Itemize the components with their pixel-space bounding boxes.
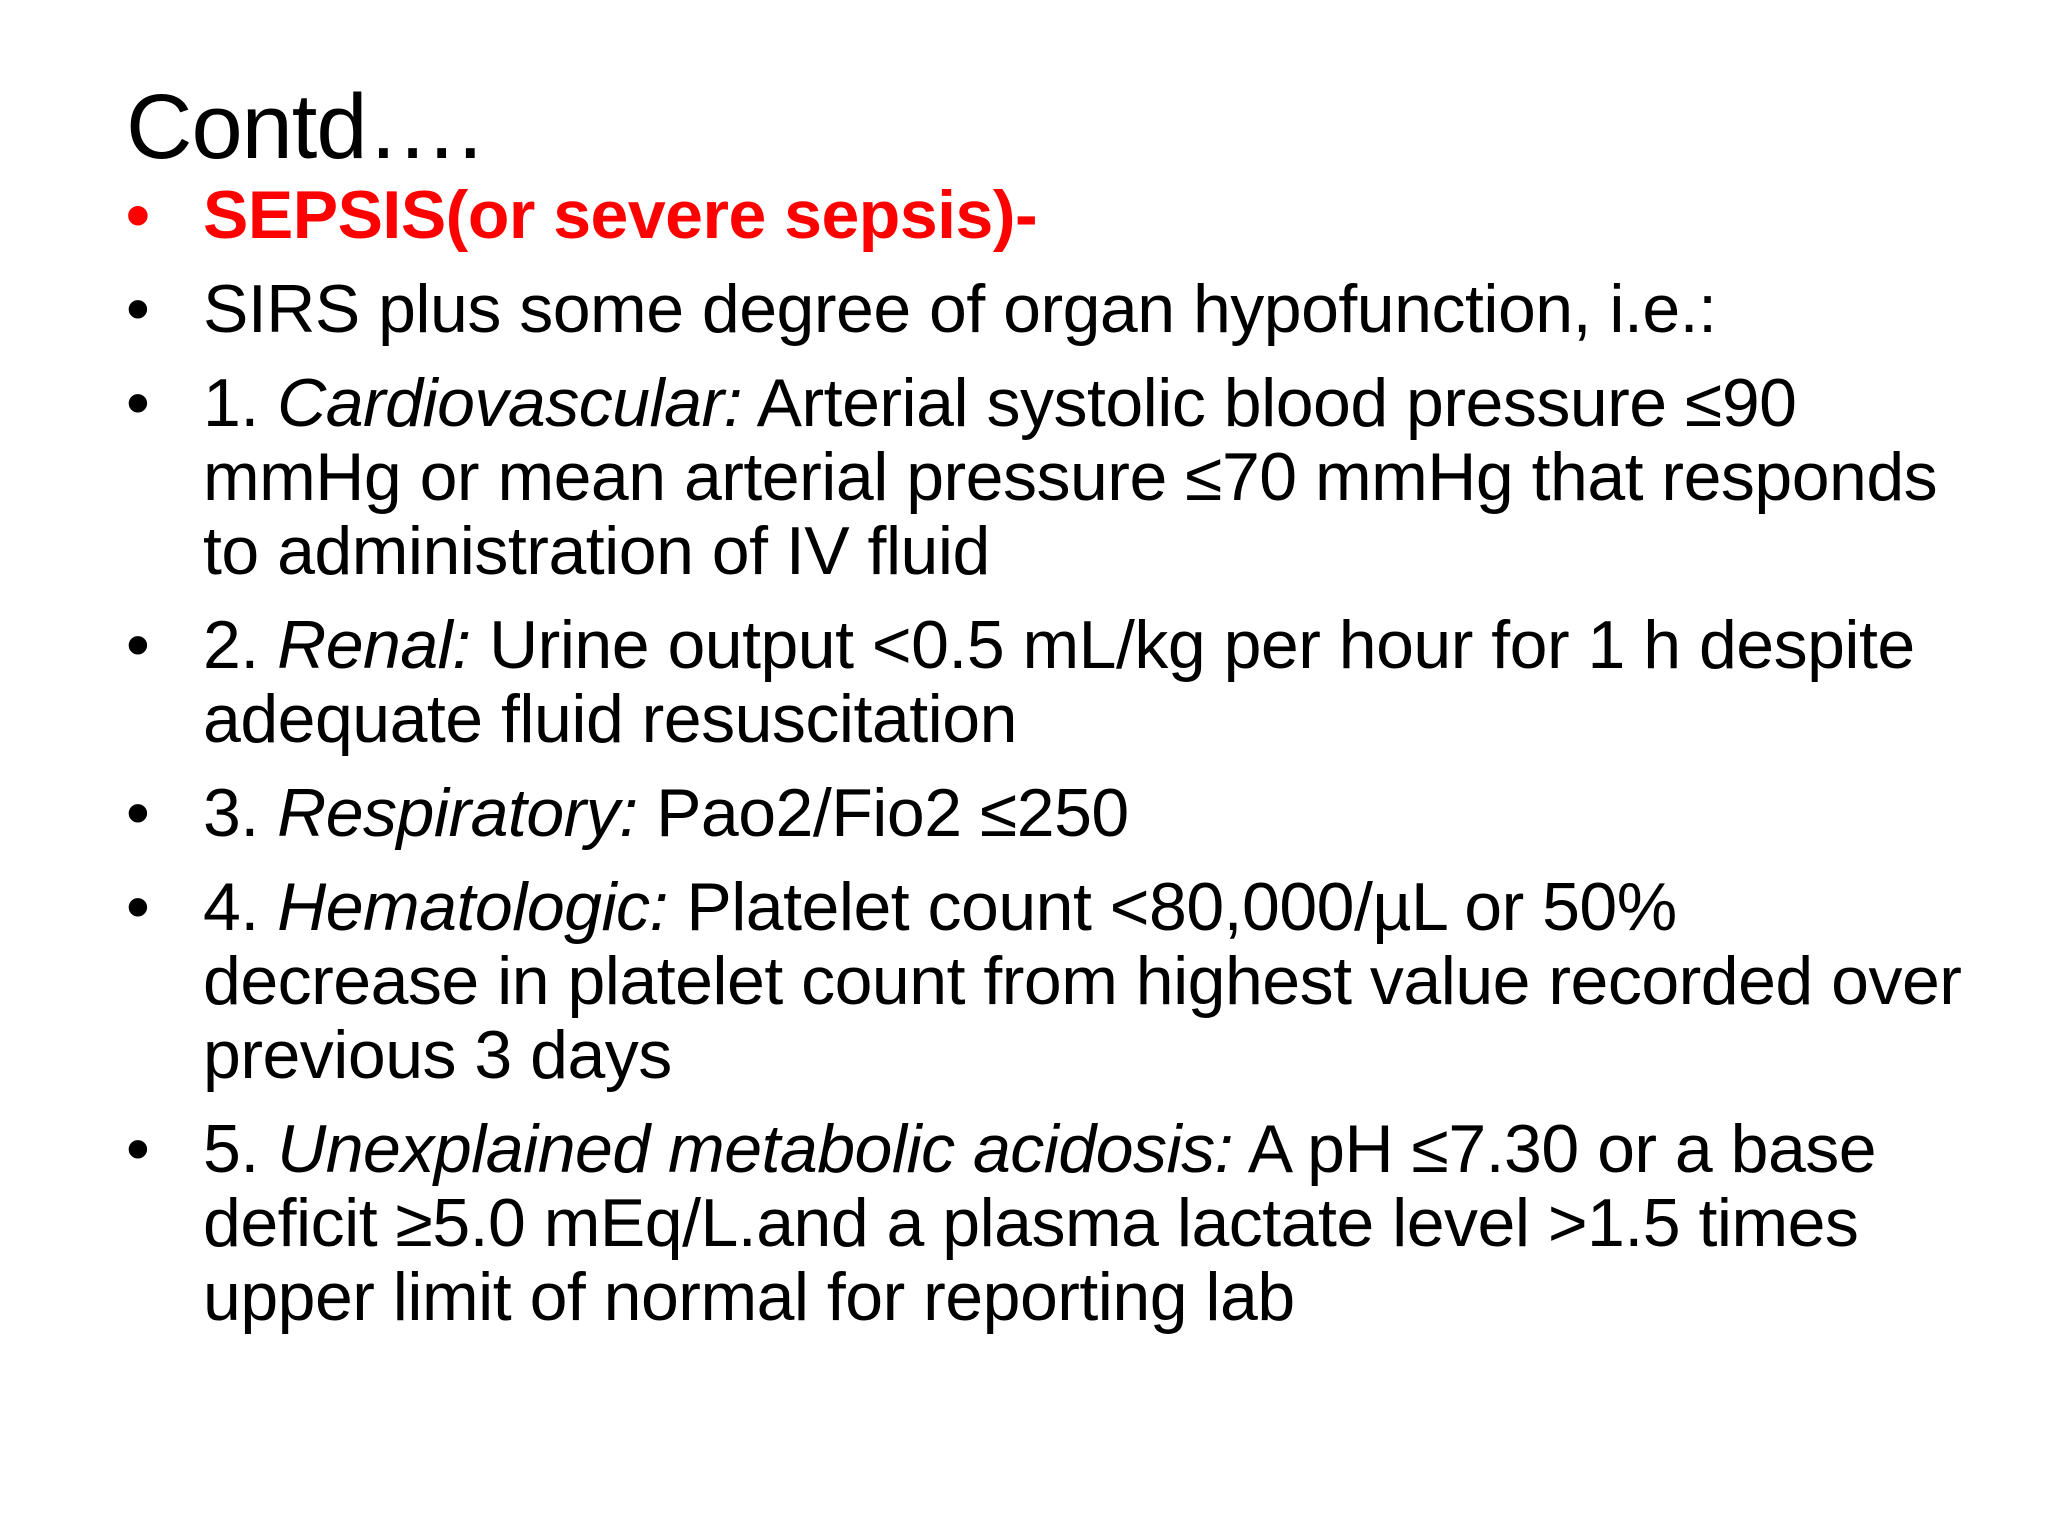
criterion-number: 4. [203,869,278,945]
bullet-icon: • [126,1111,150,1187]
criterion-number: 5. [203,1111,278,1187]
criterion-term: Respiratory: [277,775,638,851]
criterion-text: A pH ≤7.30 or a base deficit ≥5.0 mEq/L.and a plasma lactate level >1.5 times upper limit of normal for reporting lab [203,1111,1877,1335]
criterion-text: Platelet count <80,000/µL or 50% decrease in platelet count from highest value recorded over previous 3 days [203,869,1962,1093]
intro-text: SIRS plus some degree of organ hypofunction, i.e.: [203,271,1717,347]
heading-text: SEPSIS(or severe sepsis)- [203,177,1038,253]
bullet-heading [126,178,1966,252]
bullet-icon: • [126,271,150,347]
bullet-icon: • [126,869,150,945]
bullet-icon: • [126,365,150,441]
criterion-text: Arterial systolic blood pressure ≤90 mmHg or mean arterial pressure ≤70 mmHg that responds to administration of IV fluid [203,365,1938,589]
slide-title: Contd…. [126,76,483,178]
bullet-criterion-renal [126,608,1966,756]
bullet-icon: • [126,177,150,253]
bullet-icon: • [126,775,150,851]
criterion-term: Cardiovascular: [277,365,743,441]
bullet-list [126,178,1966,1354]
criterion-text: Pao2/Fio2 ≤250 [637,775,1129,851]
bullet-criterion-respiratory [126,776,1966,850]
criterion-number: 2. [203,607,278,683]
bullet-criterion-metabolic [126,1112,1966,1334]
criterion-term: Renal: [277,607,471,683]
bullet-icon: • [126,607,150,683]
criterion-text: Urine output <0.5 mL/kg per hour for 1 h despite adequate fluid resuscitation [203,607,1915,757]
criterion-term: Hematologic: [277,869,668,945]
bullet-criterion-cardiovascular [126,366,1966,588]
criterion-term: Unexplained metabolic acidosis: [277,1111,1234,1187]
bullet-criterion-hematologic [126,870,1966,1092]
bullet-intro [126,272,1966,346]
criterion-number: 1. [203,365,278,441]
criterion-number: 3. [203,775,278,851]
